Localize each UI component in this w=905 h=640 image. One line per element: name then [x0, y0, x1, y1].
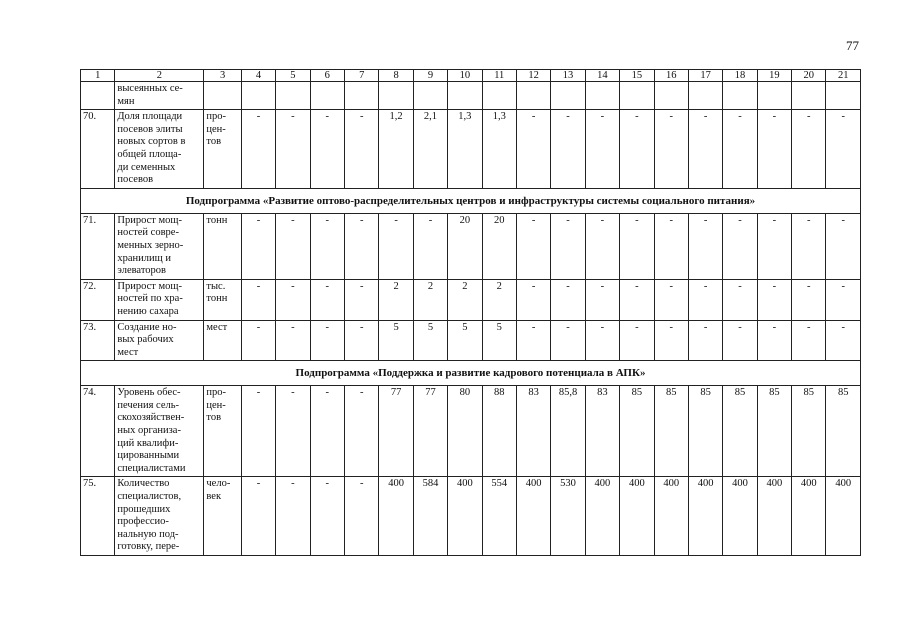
- value-cell: -: [757, 279, 791, 320]
- value-cell: -: [345, 477, 379, 556]
- unit-of-measure: [204, 110, 241, 189]
- value-cell: -: [551, 110, 585, 189]
- indicator-row: [81, 386, 861, 477]
- value-cell: -: [241, 213, 275, 279]
- value-cell: 2: [413, 279, 447, 320]
- subprogram-row: [81, 361, 861, 386]
- value-cell: 554: [482, 477, 516, 556]
- column-number: 16: [654, 70, 688, 82]
- value-cell: -: [654, 213, 688, 279]
- value-cell: -: [654, 279, 688, 320]
- value-cell: -: [276, 477, 310, 556]
- indicator-row: [81, 279, 861, 320]
- value-cell: -: [310, 386, 344, 477]
- value-cell: 400: [620, 477, 654, 556]
- value-cell: -: [792, 279, 826, 320]
- cell-line: тонн: [206, 293, 228, 305]
- cell-line: хранилищ и: [117, 252, 171, 264]
- indicator-row: [81, 477, 861, 556]
- indicator-name: [115, 386, 204, 477]
- value-cell: -: [585, 320, 619, 361]
- value-cell: -: [620, 279, 654, 320]
- value-cell: 400: [654, 477, 688, 556]
- cell-line: про-: [206, 387, 227, 399]
- value-cell: -: [345, 386, 379, 477]
- cell-line: мест: [206, 321, 228, 333]
- empty-cell: [826, 82, 861, 110]
- value-cell: 85: [688, 386, 722, 477]
- value-cell: 85: [826, 386, 861, 477]
- value-cell: -: [826, 320, 861, 361]
- indicator-name: [115, 110, 204, 189]
- value-cell: -: [379, 213, 413, 279]
- column-number: 20: [792, 70, 826, 82]
- value-cell: -: [688, 110, 722, 189]
- value-cell: -: [688, 213, 722, 279]
- value-cell: -: [620, 320, 654, 361]
- value-cell: -: [688, 279, 722, 320]
- indicator-name: [115, 213, 204, 279]
- cell-line: ностей совре-: [117, 227, 179, 239]
- row-number: 71.: [81, 213, 115, 279]
- unit-of-measure: [204, 213, 241, 279]
- value-cell: 5: [413, 320, 447, 361]
- cell-line: ностей по хра-: [117, 293, 183, 305]
- cell-line: тов: [206, 412, 222, 424]
- column-number: 2: [115, 70, 204, 82]
- value-cell: 5: [448, 320, 482, 361]
- value-cell: -: [620, 213, 654, 279]
- empty-cell: [413, 82, 447, 110]
- column-number: 1: [81, 70, 115, 82]
- indicator-name: [115, 477, 204, 556]
- value-cell: 400: [826, 477, 861, 556]
- column-number: 4: [241, 70, 275, 82]
- value-cell: -: [757, 320, 791, 361]
- value-cell: -: [310, 213, 344, 279]
- column-number: 17: [688, 70, 722, 82]
- value-cell: -: [757, 110, 791, 189]
- value-cell: -: [585, 110, 619, 189]
- value-cell: -: [241, 110, 275, 189]
- empty-cell: [723, 82, 757, 110]
- cell-line: готовку, пере-: [117, 541, 180, 553]
- value-cell: -: [310, 320, 344, 361]
- value-cell: -: [826, 110, 861, 189]
- cell-line: профессио-: [117, 516, 169, 528]
- value-cell: 400: [448, 477, 482, 556]
- value-cell: -: [516, 320, 550, 361]
- value-cell: 77: [379, 386, 413, 477]
- value-cell: -: [276, 279, 310, 320]
- value-cell: -: [345, 213, 379, 279]
- column-number: 13: [551, 70, 585, 82]
- column-number: 19: [757, 70, 791, 82]
- cell-line: общей площа-: [117, 148, 182, 160]
- value-cell: -: [654, 110, 688, 189]
- value-cell: 584: [413, 477, 447, 556]
- cell-line: Доля площади: [117, 111, 183, 123]
- value-cell: -: [826, 279, 861, 320]
- column-number: 3: [204, 70, 241, 82]
- value-cell: -: [276, 213, 310, 279]
- cell-line: специалистами: [117, 462, 186, 474]
- value-cell: -: [723, 213, 757, 279]
- cell-line: тонн: [206, 214, 228, 226]
- value-cell: -: [276, 386, 310, 477]
- value-cell: 80: [448, 386, 482, 477]
- indicator-name: [115, 82, 204, 110]
- empty-cell: [551, 82, 585, 110]
- cell-line: посевов: [117, 174, 154, 186]
- value-cell: -: [723, 279, 757, 320]
- value-cell: -: [654, 320, 688, 361]
- value-cell: 85,8: [551, 386, 585, 477]
- value-cell: -: [551, 213, 585, 279]
- cell-line: чело-: [206, 478, 231, 490]
- empty-cell: [379, 82, 413, 110]
- cell-line: нению сахара: [117, 305, 179, 317]
- value-cell: -: [276, 320, 310, 361]
- subprogram-row: [81, 188, 861, 213]
- cell-line: мян: [117, 95, 135, 107]
- page-number: 77: [846, 38, 859, 53]
- column-number: 15: [620, 70, 654, 82]
- row-number: 70.: [81, 110, 115, 189]
- cell-line: высеянных се-: [117, 83, 183, 94]
- value-cell: -: [585, 279, 619, 320]
- empty-cell: [81, 82, 115, 110]
- value-cell: -: [310, 279, 344, 320]
- cell-line: Прирост мощ-: [117, 214, 182, 226]
- value-cell: -: [345, 279, 379, 320]
- column-number: 9: [413, 70, 447, 82]
- value-cell: 1,3: [448, 110, 482, 189]
- value-cell: 400: [516, 477, 550, 556]
- cell-line: ных организа-: [117, 425, 181, 437]
- cell-line: мест: [117, 346, 139, 358]
- value-cell: 20: [482, 213, 516, 279]
- row-number: 74.: [81, 386, 115, 477]
- value-cell: 88: [482, 386, 516, 477]
- value-cell: -: [551, 279, 585, 320]
- value-cell: -: [310, 477, 344, 556]
- value-cell: -: [792, 213, 826, 279]
- cell-line: про-: [206, 111, 227, 123]
- cell-line: цен-: [206, 123, 226, 135]
- cell-line: цированными: [117, 450, 180, 462]
- value-cell: -: [241, 386, 275, 477]
- subprogram-title: Подпрограмма «Поддержка и развитие кадрового потенциала в АПК»: [81, 361, 861, 386]
- cell-line: вых рабочих: [117, 334, 174, 346]
- value-cell: 530: [551, 477, 585, 556]
- unit-of-measure: [204, 320, 241, 361]
- row-number: 75.: [81, 477, 115, 556]
- value-cell: 83: [585, 386, 619, 477]
- column-number: 18: [723, 70, 757, 82]
- empty-cell: [448, 82, 482, 110]
- value-cell: -: [413, 213, 447, 279]
- indicator-row: [81, 213, 861, 279]
- value-cell: -: [757, 213, 791, 279]
- value-cell: -: [345, 110, 379, 189]
- empty-cell: [310, 82, 344, 110]
- value-cell: -: [241, 279, 275, 320]
- value-cell: -: [241, 477, 275, 556]
- header-row: [81, 70, 861, 82]
- value-cell: 85: [654, 386, 688, 477]
- value-cell: 2: [482, 279, 516, 320]
- cell-line: менных зерно-: [117, 239, 184, 251]
- value-cell: 85: [757, 386, 791, 477]
- empty-cell: [345, 82, 379, 110]
- cell-line: прошедших: [117, 503, 171, 515]
- value-cell: 400: [757, 477, 791, 556]
- indicator-row: [81, 110, 861, 189]
- value-cell: 400: [688, 477, 722, 556]
- indicator-name: [115, 320, 204, 361]
- empty-cell: [654, 82, 688, 110]
- value-cell: -: [276, 110, 310, 189]
- value-cell: 77: [413, 386, 447, 477]
- value-cell: -: [620, 110, 654, 189]
- cell-line: Количество: [117, 478, 170, 490]
- continuation-row: [81, 82, 861, 110]
- subprogram-title: Подпрограмма «Развитие оптово-распределительных центров и инфраструктуры системы социального питания»: [81, 188, 861, 213]
- data-table: [80, 69, 861, 556]
- cell-line: ций квалифи-: [117, 437, 179, 449]
- empty-cell: [276, 82, 310, 110]
- value-cell: -: [688, 320, 722, 361]
- cell-line: нальную под-: [117, 528, 179, 540]
- empty-cell: [241, 82, 275, 110]
- value-cell: 85: [792, 386, 826, 477]
- cell-line: ди семенных: [117, 161, 176, 173]
- value-cell: 1,2: [379, 110, 413, 189]
- empty-cell: [620, 82, 654, 110]
- cell-line: век: [206, 491, 222, 503]
- value-cell: 400: [792, 477, 826, 556]
- value-cell: 5: [379, 320, 413, 361]
- value-cell: -: [723, 110, 757, 189]
- empty-cell: [688, 82, 722, 110]
- value-cell: -: [585, 213, 619, 279]
- value-cell: 2,1: [413, 110, 447, 189]
- value-cell: 85: [620, 386, 654, 477]
- value-cell: -: [551, 320, 585, 361]
- empty-cell: [757, 82, 791, 110]
- column-number: 21: [826, 70, 861, 82]
- value-cell: 2: [448, 279, 482, 320]
- cell-line: цен-: [206, 399, 226, 411]
- cell-line: специалистов,: [117, 491, 182, 503]
- value-cell: -: [516, 279, 550, 320]
- cell-line: новых сортов в: [117, 136, 186, 148]
- value-cell: -: [241, 320, 275, 361]
- value-cell: 83: [516, 386, 550, 477]
- value-cell: 5: [482, 320, 516, 361]
- value-cell: -: [310, 110, 344, 189]
- value-cell: -: [516, 110, 550, 189]
- column-number: 7: [345, 70, 379, 82]
- value-cell: -: [792, 320, 826, 361]
- row-number: 73.: [81, 320, 115, 361]
- row-number: 72.: [81, 279, 115, 320]
- cell-line: Создание но-: [117, 321, 177, 333]
- column-number: 6: [310, 70, 344, 82]
- cell-line: Прирост мощ-: [117, 280, 182, 292]
- empty-cell: [482, 82, 516, 110]
- value-cell: 400: [379, 477, 413, 556]
- value-cell: -: [826, 213, 861, 279]
- cell-line: элеваторов: [117, 265, 166, 277]
- cell-line: скохозяйствен-: [117, 412, 185, 424]
- column-number: 12: [516, 70, 550, 82]
- cell-line: тыс.: [206, 280, 226, 292]
- unit-of-measure: [204, 386, 241, 477]
- cell-line: тов: [206, 136, 222, 148]
- column-number: 11: [482, 70, 516, 82]
- value-cell: 400: [723, 477, 757, 556]
- value-cell: -: [516, 213, 550, 279]
- cell-line: печения сель-: [117, 399, 180, 411]
- empty-cell: [516, 82, 550, 110]
- empty-cell: [585, 82, 619, 110]
- cell-line: Уровень обес-: [117, 387, 181, 399]
- value-cell: -: [792, 110, 826, 189]
- value-cell: -: [345, 320, 379, 361]
- column-number: 10: [448, 70, 482, 82]
- empty-cell: [792, 82, 826, 110]
- value-cell: 400: [585, 477, 619, 556]
- value-cell: 2: [379, 279, 413, 320]
- indicator-row: [81, 320, 861, 361]
- column-number: 5: [276, 70, 310, 82]
- column-number: 8: [379, 70, 413, 82]
- empty-cell: [204, 82, 241, 110]
- column-number: 14: [585, 70, 619, 82]
- value-cell: -: [723, 320, 757, 361]
- unit-of-measure: [204, 477, 241, 556]
- value-cell: 1,3: [482, 110, 516, 189]
- value-cell: 20: [448, 213, 482, 279]
- cell-line: посевов элиты: [117, 123, 183, 135]
- indicator-name: [115, 279, 204, 320]
- unit-of-measure: [204, 279, 241, 320]
- value-cell: 85: [723, 386, 757, 477]
